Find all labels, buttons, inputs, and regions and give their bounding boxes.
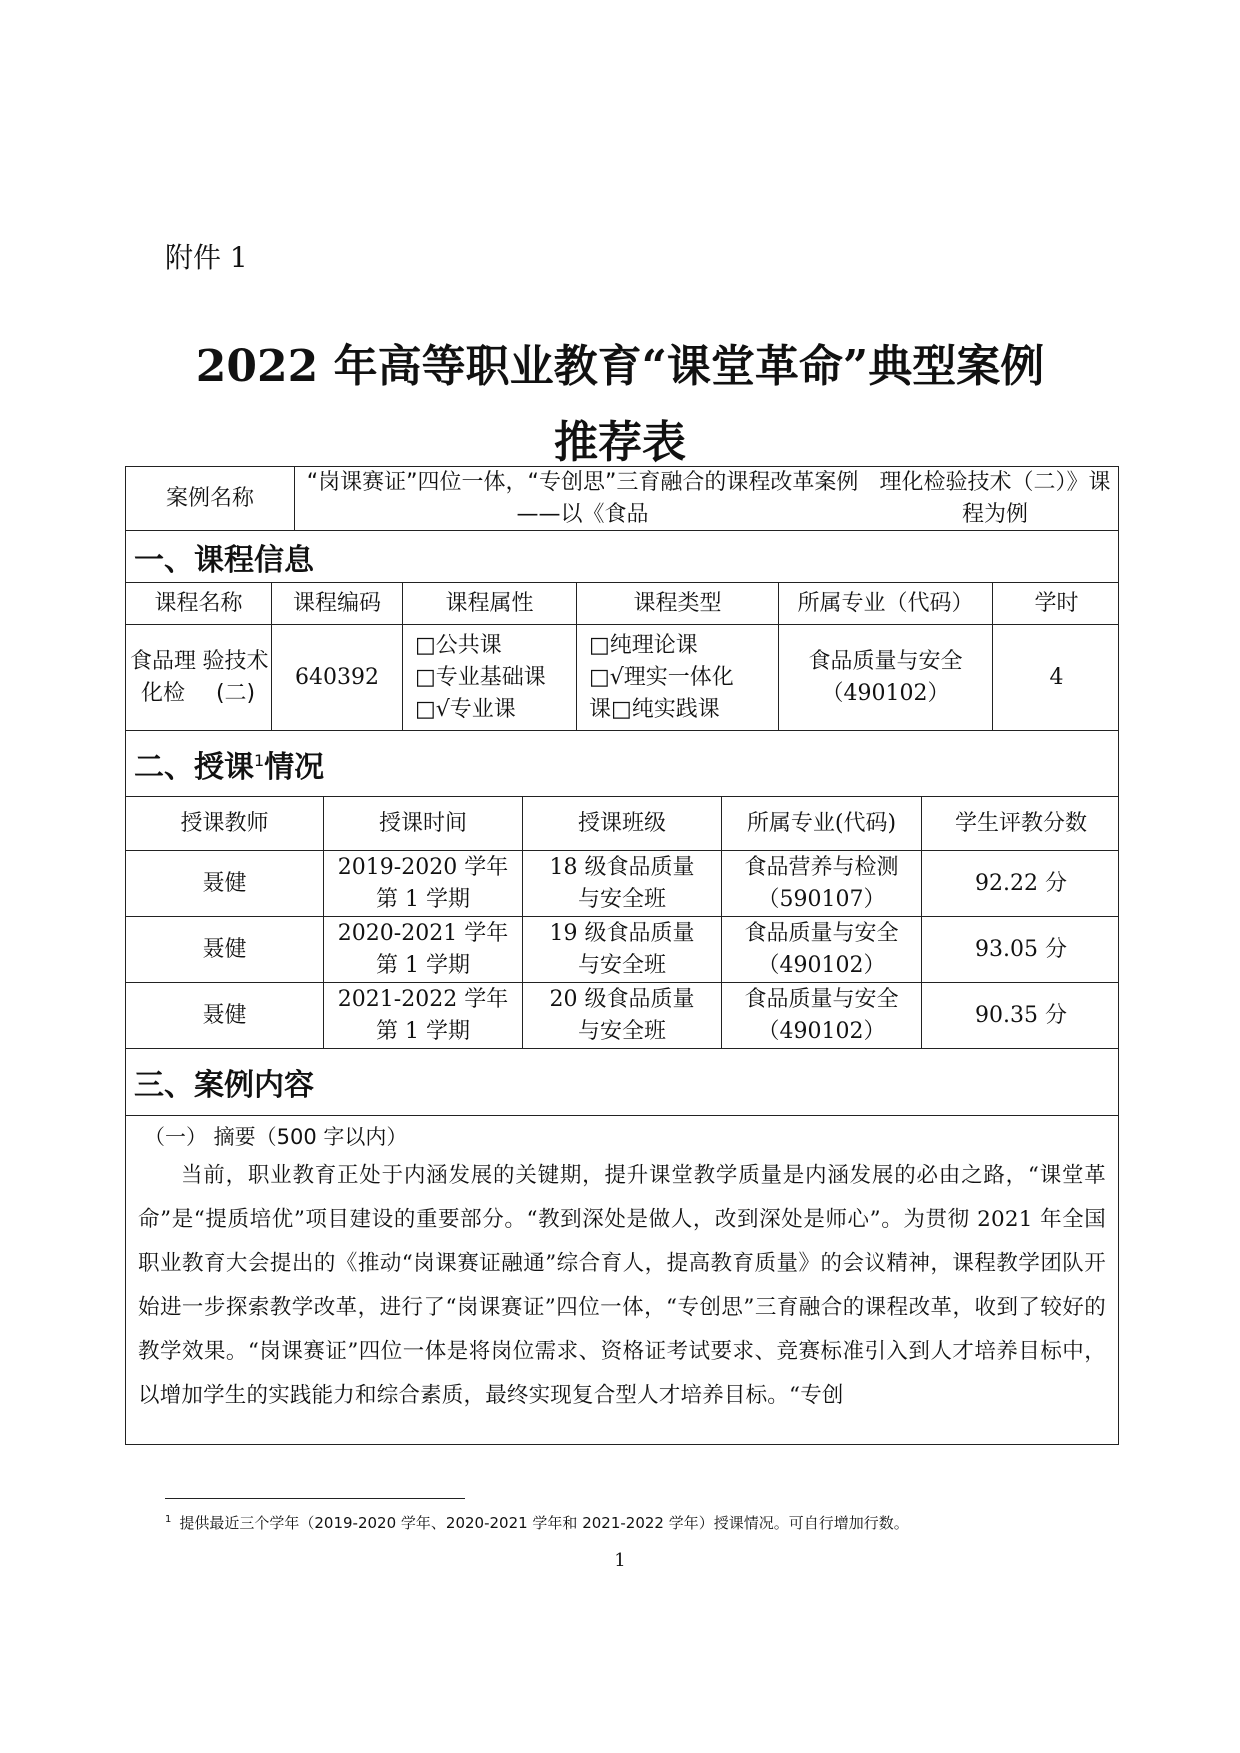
course-major-name: 食品质量与安全 [808,648,963,674]
student-score: 90.35 分 [975,1002,1067,1028]
course-type-theory: □纯理论课 [589,632,698,658]
course-major [779,625,993,730]
teaching-class [523,983,722,1048]
teaching-class-line1: 20 级食品质量 [549,986,695,1012]
teaching-major [722,851,922,916]
course-major-code: （490102） [821,680,950,706]
course-name-line2: 验技术(二) [202,648,269,706]
document-subtitle: 推荐表 [554,417,686,468]
section-teaching [126,731,1118,797]
teaching-major-name: 食品质量与安全 [744,986,899,1012]
teaching-year: 2021-2022 学年 [337,986,509,1012]
case-name-line2: 理化检验技术（二）》课程为例 [879,469,1111,527]
footnote [165,1512,909,1533]
abstract-section [126,1116,1118,1446]
header-score: 学生评教分数 [954,810,1087,836]
course-attribute-basic: □专业基础课 [415,664,546,690]
course-info-data-row [126,625,1118,731]
footnote-divider [165,1498,465,1499]
teaching-term: 第 1 学期 [376,952,470,978]
header-major: 所属专业（代码） [779,583,993,624]
teaching-term: 第 1 学期 [376,886,470,912]
header-course-code: 课程编码 [272,583,403,624]
teaching-header-row [126,797,1118,851]
section-title-case-content: 三、案例内容 [134,1068,314,1103]
teaching-major [722,917,922,982]
document-title: 2022 年高等职业教育“课堂革命”典型案例 [195,341,1045,392]
teaching-major-code: （490102） [757,1018,886,1044]
teaching-class-line1: 19 级食品质量 [549,920,695,946]
teaching-major-code: （490102） [757,952,886,978]
case-name-line1: “岗课赛证”四位一体，“专创思”三育融合的课程改革案例——以《食品 [306,469,859,527]
teaching-row [126,851,1118,917]
teaching-class-line2: 与安全班 [577,1018,666,1044]
abstract-text: 当前，职业教育正处于内涵发展的关键期，提升课堂教学质量是内涵发展的必由之路，“课堂革命”是“提质培优”项目建设的重要部分。“教到深处是做人，改到深处是师心”。为贯彻 2021 年全国职业教育大会提出的《推动“岗课赛证融通”综合育人，提高教育质量》的会议精神，课程教学团队开始进一步探索教学改革，进行了“岗课赛证”四位一体，“专创思”三育融合的课程改革，收到了较好的教学效果。“岗课赛证”四位一体是将岗位需求、资格证考试要求、竞赛标准引入到人才培养目标中，以增加学生的实践能力和综合素质，最终实现复合型人才培养目标。“专创 [138,1163,1106,1408]
header-teacher: 授课教师 [126,797,324,850]
teaching-row [126,983,1118,1049]
section-title-teaching-text: 二、授课 [134,749,254,785]
teaching-year: 2019-2020 学年 [337,854,509,880]
recommendation-form [125,466,1119,1445]
course-type-practice: 课□纯实践课 [589,696,720,722]
course-name-line1: 食品理化检 [130,648,197,706]
case-name-value [295,467,1120,530]
teacher-name: 聂健 [126,917,324,982]
course-info-header-row [126,583,1118,625]
course-attribute [403,625,577,730]
case-name-row [126,467,1118,531]
course-attribute-public: □公共课 [415,632,502,658]
teaching-time [324,917,523,982]
teaching-major-name: 食品质量与安全 [744,920,899,946]
section-case-content [126,1049,1118,1116]
header-hours: 学时 [1034,590,1079,616]
teaching-class [523,917,722,982]
course-attribute-major: □√专业课 [415,696,516,722]
teaching-time [324,983,523,1048]
footnote-text: 提供最近三个学年（2019-2020 学年、2020-2021 学年和 2021-2022 学年）授课情况。可自行增加行数。 [179,1514,909,1532]
teaching-class-line1: 18 级食品质量 [549,854,695,880]
section-title-course-info: 一、课程信息 [134,542,314,578]
teaching-year: 2020-2021 学年 [337,920,509,946]
teaching-row [126,917,1118,983]
header-class: 授课班级 [523,797,722,850]
teaching-class-line2: 与安全班 [577,886,666,912]
header-course-name: 课程名称 [126,583,272,624]
footnote-ref: 1 [254,750,265,770]
section-course-info [126,531,1118,583]
course-type-integrated: □√理实一体化 [589,664,734,690]
header-time: 授课时间 [324,797,523,850]
case-name-label: 案例名称 [126,467,295,530]
course-hours: 4 [1049,664,1064,690]
attachment-label: 附件 1 [165,241,248,274]
student-score: 92.22 分 [975,870,1067,896]
page-number: 1 [614,1550,626,1571]
teacher-name: 聂健 [126,983,324,1048]
teaching-class-line2: 与安全班 [577,952,666,978]
header-teaching-major: 所属专业(代码) [722,797,922,850]
course-code: 640392 [272,625,403,730]
section-title-teaching-rest: 情况 [264,749,325,785]
teaching-major-code: （590107） [757,886,886,912]
teaching-class [523,851,722,916]
header-course-type: 课程类型 [577,583,779,624]
course-name [126,625,272,730]
course-type [577,625,779,730]
teaching-time [324,851,523,916]
abstract-heading: （一） 摘要（500 字以内） [144,1125,408,1149]
footnote-mark: 1 [165,1514,172,1525]
student-score: 93.05 分 [975,936,1067,962]
teacher-name: 聂健 [126,851,324,916]
teaching-major [722,983,922,1048]
teaching-term: 第 1 学期 [376,1018,470,1044]
teaching-major-name: 食品营养与检测 [744,854,899,880]
section-title-teaching [134,742,324,786]
header-course-attribute: 课程属性 [403,583,577,624]
